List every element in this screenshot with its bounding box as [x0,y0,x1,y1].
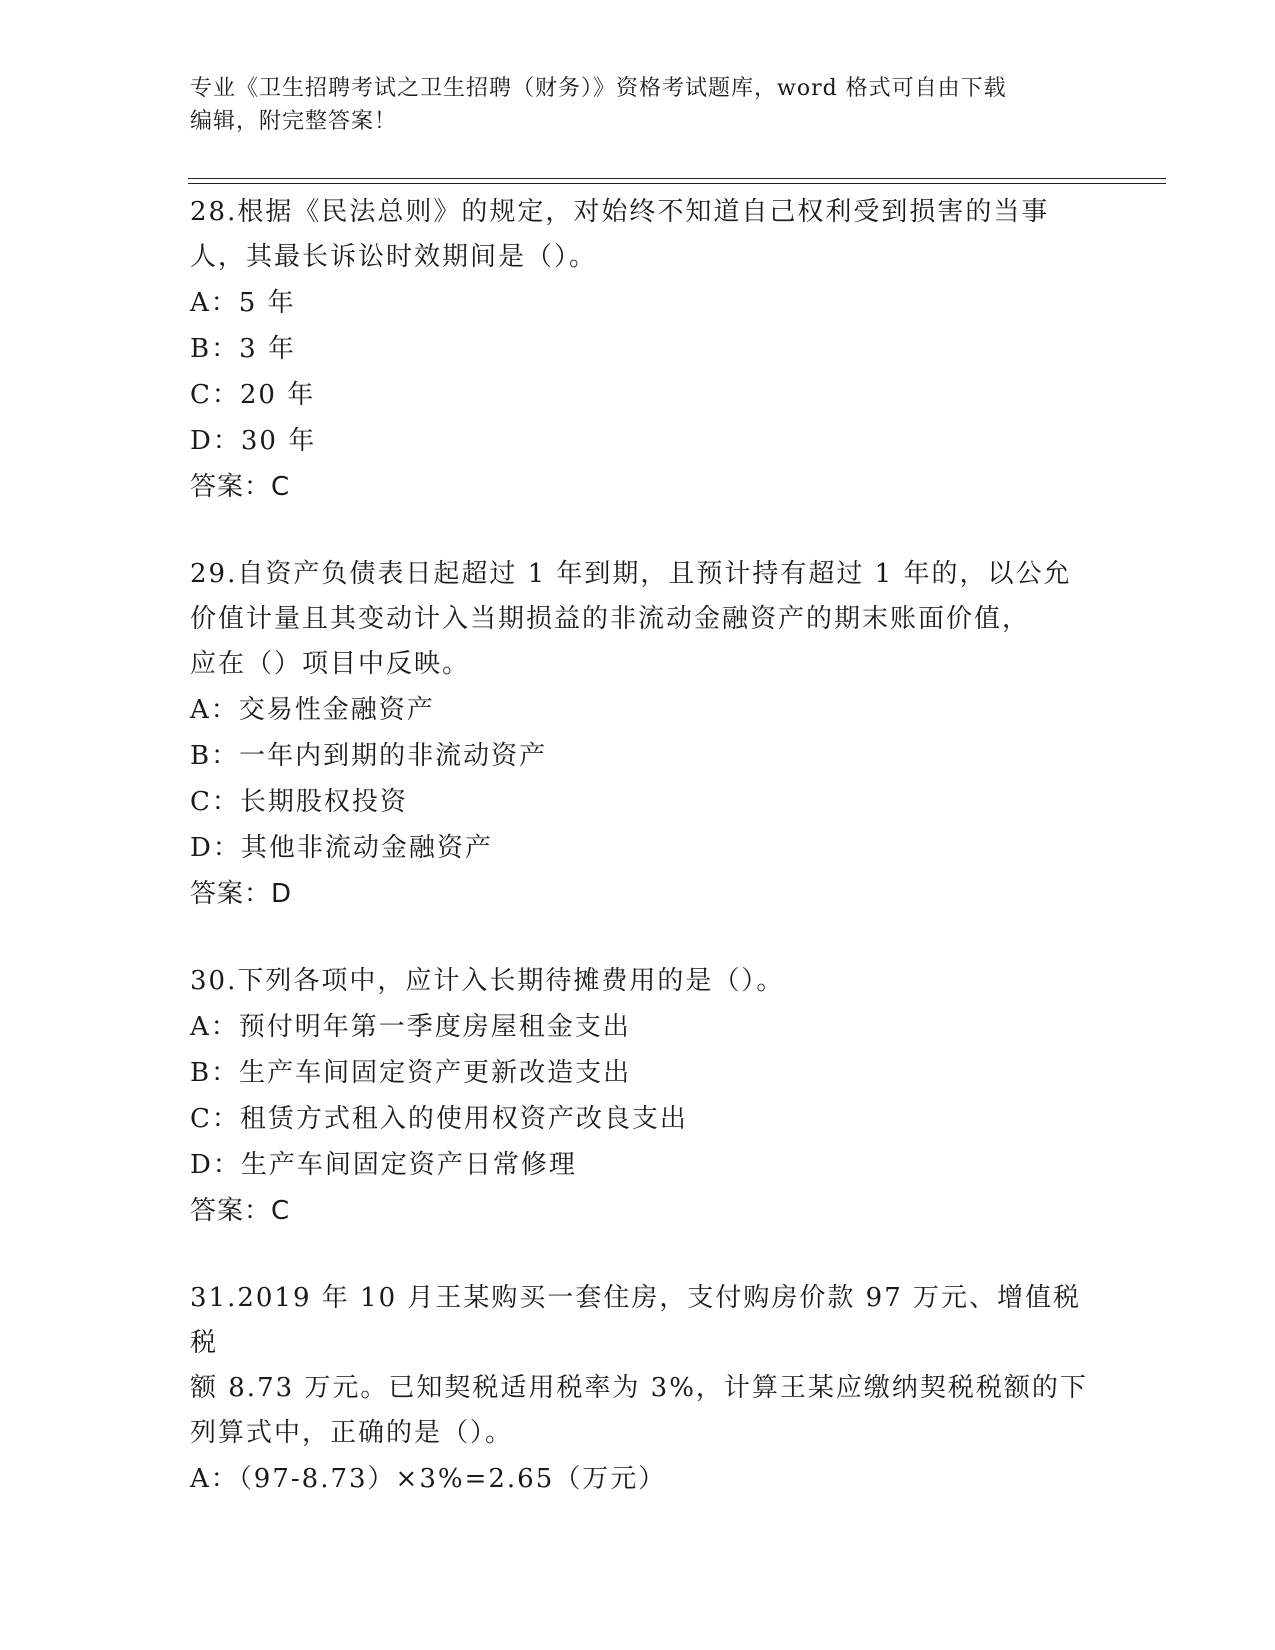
question-29 [190,552,1090,917]
question-stem-line: 31.2019 年 10 月王某购买一套住房，支付购房价款 97 万元、增值税税 [190,1283,1082,1358]
question-stem-line: 价值计量且其变动计入当期损益的非流动金融资产的期末账面价值， [190,604,1031,634]
question-list [190,190,1090,1544]
question-stem-line: 30.下列各项中，应计入长期待摊费用的是（）。 [190,966,785,996]
option-c: C：20 年 [190,380,316,410]
option-d: D：生产车间固定资产日常修理 [190,1150,577,1180]
answer: 答案：D [190,879,293,909]
header-line-1: 专业《卫生招聘考试之卫生招聘（财务）》资格考试题库，word 格式可自由下载 [190,76,1007,101]
option-b: B：一年内到期的非流动资产 [190,741,548,771]
question-stem-line: 应在（）项目中反映。 [190,649,471,679]
question-stem-line: 额 8.73 万元。已知契税适用税率为 3%，计算王某应缴纳契税税额的下 [190,1373,1088,1403]
question-31 [190,1276,1090,1502]
option-d: D：30 年 [190,426,317,456]
option-b: B：生产车间固定资产更新改造支出 [190,1058,632,1088]
question-28 [190,190,1090,510]
question-30 [190,959,1090,1234]
question-stem-line: 列算式中，正确的是（）。 [190,1418,514,1448]
header-divider-bottom [188,183,1166,184]
answer: 答案：C [190,1196,291,1226]
question-stem-line: 人，其最长诉讼时效期间是（）。 [190,242,598,272]
header-divider-top [188,178,1166,179]
option-a: A：（97-8.73）×3%=2.65（万元） [190,1464,667,1494]
option-a: A：交易性金融资产 [190,695,435,725]
option-c: C：长期股权投资 [190,787,408,817]
question-stem-line: 28.根据《民法总则》的规定，对始终不知道自己权利受到损害的当事 [190,197,1050,227]
option-d: D：其他非流动金融资产 [190,833,493,863]
option-c: C：租赁方式租入的使用权资产改良支出 [190,1104,688,1134]
question-stem-line: 29.自资产负债表日起超过 1 年到期，且预计持有超过 1 年的，以公允 [190,559,1072,589]
answer: 答案：C [190,472,291,502]
header-line-2: 编辑，附完整答案！ [190,109,398,134]
option-b: B：3 年 [190,334,296,364]
page-header [190,72,1090,138]
option-a: A：预付明年第一季度房屋租金支出 [190,1012,631,1042]
option-a: A：5 年 [190,288,296,318]
